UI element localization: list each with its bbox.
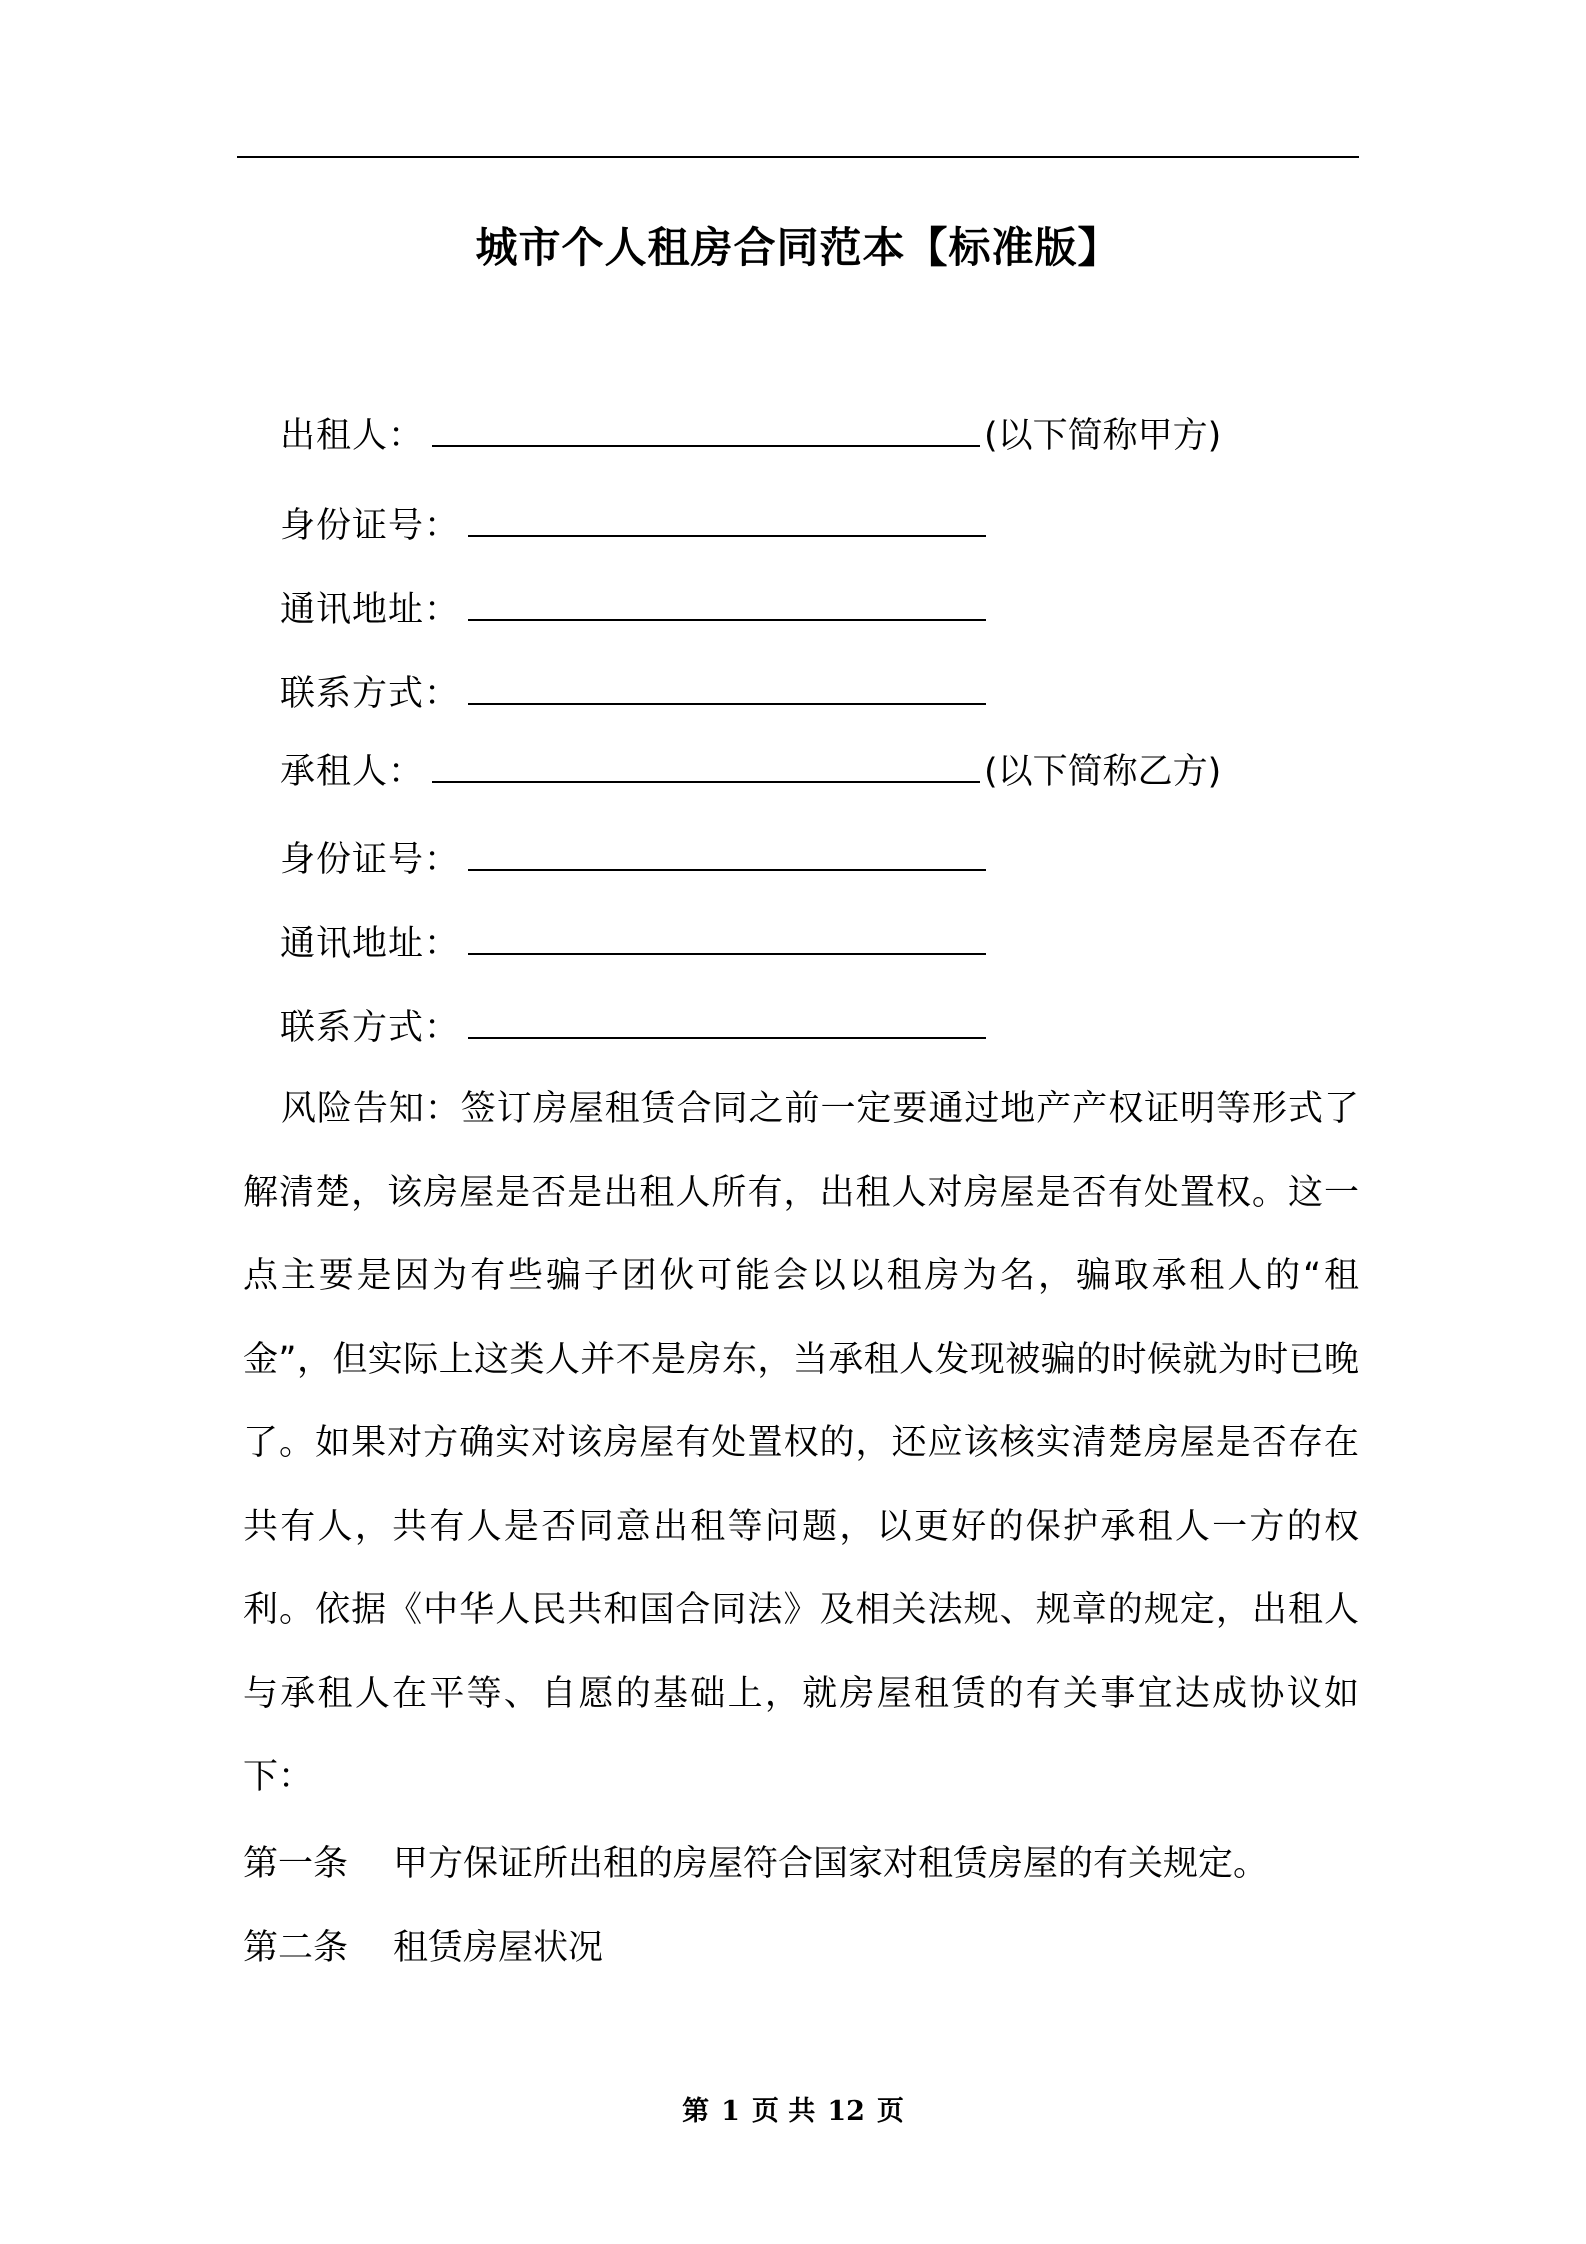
lessee-suffix: (以下简称乙方)	[984, 752, 1222, 792]
lessor-name-blank[interactable]	[432, 411, 980, 447]
lessor-label: 出租人：	[280, 416, 425, 456]
lessor-address-blank[interactable]	[468, 585, 986, 621]
risk-notice-paragraph	[243, 1068, 1359, 1820]
footer-middle: 页 共	[751, 2096, 816, 2127]
lessee-id-blank[interactable]	[468, 835, 986, 871]
lessee-contact-blank[interactable]	[468, 1003, 986, 1039]
clause-2-text: 租赁房屋状况	[393, 1928, 604, 1968]
clause-1-number: 第一条	[243, 1844, 349, 1884]
lessor-address-row	[280, 580, 990, 640]
footer-current-page: 1	[721, 2096, 740, 2127]
clause-2	[243, 1918, 603, 1978]
lessee-contact-row	[280, 998, 990, 1058]
lessor-name-row	[280, 406, 1221, 466]
footer-total-pages: 12	[827, 2096, 865, 2127]
footer-suffix: 页	[876, 2096, 904, 2127]
lessor-contact-row	[280, 664, 990, 724]
lessee-contact-label: 联系方式：	[280, 1008, 461, 1048]
lessor-contact-blank[interactable]	[468, 669, 986, 705]
lessor-suffix: (以下简称甲方)	[984, 416, 1222, 456]
lessee-address-row	[280, 914, 990, 974]
lessor-id-row	[280, 496, 990, 556]
clause-1-text: 甲方保证所出租的房屋符合国家对租赁房屋的有关规定。	[393, 1844, 1269, 1884]
risk-notice-text: 风险告知：签订房屋租赁合同之前一定要通过地产产权证明等形式了解清楚，该房屋是否是出租人所有，出租人对房屋是否有处置权。这一点主要是因为有些骗子团伙可能会以以租房为名，骗取承租人的“租金”，但实际上这类人并不是房东，当承租人发现被骗的时候就为时已晚了。如果对方确实对该房屋有处置权的，还应该核实清楚房屋是否存在共有人，共有人是否同意出租等问题，以更好的保护承租人一方的权利。依据《中华人民共和国合同法》及相关法规、规章的规定，出租人与承租人在平等、自愿的基础上，就房屋租赁的有关事宜达成协议如下：	[243, 1089, 1359, 1797]
lessee-id-row	[280, 830, 990, 890]
header-rule	[237, 156, 1359, 158]
lessor-address-label: 通讯地址：	[280, 590, 461, 630]
clause-2-number: 第二条	[243, 1928, 349, 1968]
lessee-name-blank[interactable]	[432, 747, 980, 783]
lessee-name-row	[280, 742, 1221, 802]
lessor-id-blank[interactable]	[468, 501, 986, 537]
lessor-contact-label: 联系方式：	[280, 674, 461, 714]
clause-1	[243, 1834, 1268, 1894]
lessee-label: 承租人：	[280, 752, 425, 792]
page-footer	[0, 2092, 1586, 2132]
lessor-id-label: 身份证号：	[280, 506, 461, 546]
lessee-id-label: 身份证号：	[280, 840, 461, 880]
lessee-address-blank[interactable]	[468, 919, 986, 955]
footer-prefix: 第	[682, 2096, 710, 2127]
lessee-address-label: 通讯地址：	[280, 924, 461, 964]
document-title: 城市个人租房合同范本【标准版】	[475, 223, 1121, 272]
